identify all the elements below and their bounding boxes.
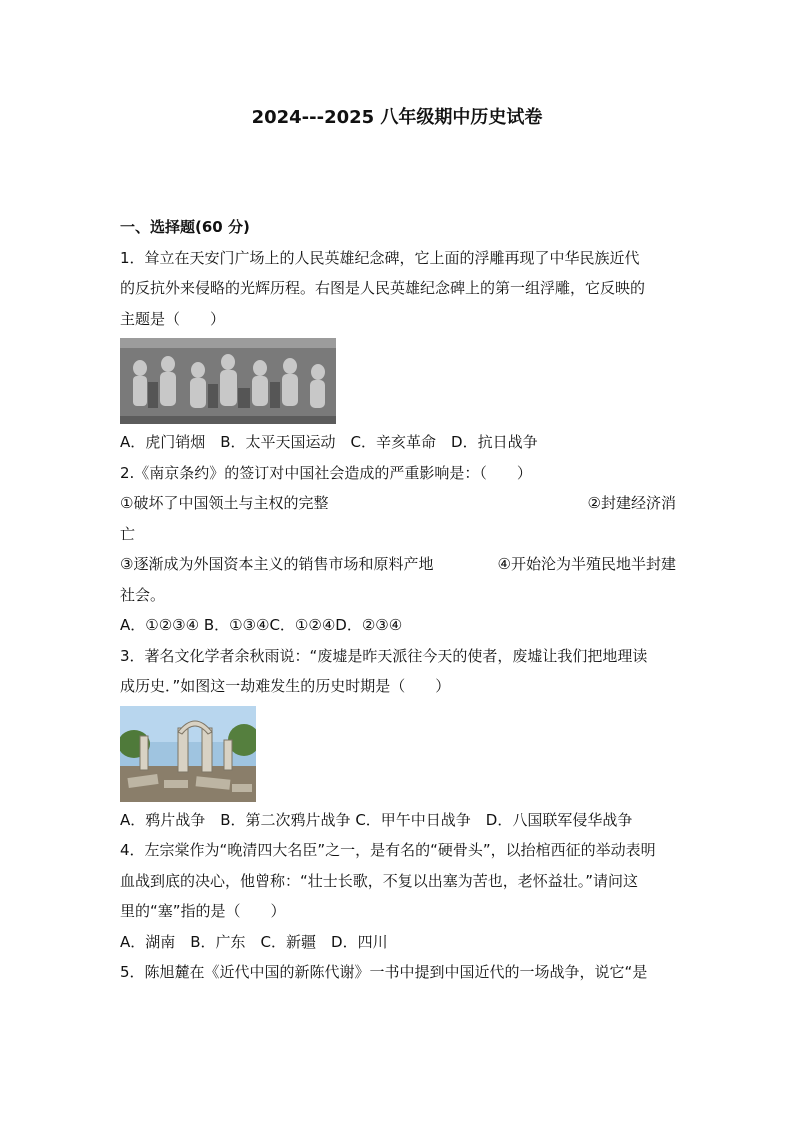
relief-sculpture-image xyxy=(120,338,336,424)
q2-row-2 xyxy=(120,549,676,580)
q3-line-2: 成历史．”如图这一劫难发生的历史时期是（ ） xyxy=(120,677,451,695)
q2-options: A．①②③④ B．①③④C．①②④D．②③④ xyxy=(120,616,403,634)
q2-item-2: ②封建经济消 xyxy=(587,494,676,512)
q2-stem: 2.《南京条约》的签订对中国社会造成的严重影响是：（ ） xyxy=(120,463,532,482)
q1-image-wrap xyxy=(120,334,676,427)
q1-line-3: 主题是（ ） xyxy=(120,309,226,328)
q3-image-wrap xyxy=(120,702,676,805)
q2-item-2-cont: 亡 xyxy=(120,524,136,543)
q1-line-2: 的反抗外来侵略的光辉历程。右图是人民英雄纪念碑上的第一组浮雕，它反映的 xyxy=(120,279,646,297)
q2-item-1: ①破坏了中国领土与主权的完整 xyxy=(120,494,329,512)
q3-options: A．鸦片战争 B．第二次鸦片战争 C．甲午中日战争 D．八国联军侵华战争 xyxy=(120,810,633,829)
q1-line-1: 1．耸立在天安门广场上的人民英雄纪念碑，它上面的浮雕再现了中华民族近代 xyxy=(120,248,640,267)
q4-line-1: 4．左宗棠作为“晚清四大名臣”之一，是有名的“硬骨头”，以抬棺西征的举动表明 xyxy=(120,841,656,859)
q3-line-1: 3．著名文化学者余秋雨说：“废墟是昨天派往今天的使者，废墟让我们把地理读 xyxy=(120,646,648,665)
q1-options: A．虎门销烟 B．太平天国运动 C．辛亥革命 D．抗日战争 xyxy=(120,433,538,451)
q2-row-1 xyxy=(120,488,676,519)
q2-item-3: ③逐渐成为外国资本主义的销售市场和原料产地 xyxy=(120,555,434,573)
q5-line-1: 5．陈旭麓在《近代中国的新陈代谢》一书中提到中国近代的一场战争，说它“是 xyxy=(120,963,648,981)
q2-item-4-cont: 社会。 xyxy=(120,585,166,604)
ruins-photo-image xyxy=(120,706,256,802)
q4-line-3: 里的“塞”指的是（ ） xyxy=(120,902,286,920)
q4-line-2: 血战到底的决心，他曾称：“壮士长歌，不复以出塞为苦也，老怀益壮。”请问这 xyxy=(120,871,639,890)
section-heading: 一、选择题(60 分) xyxy=(120,218,250,236)
exam-content xyxy=(120,212,676,988)
q4-options: A．湖南 B．广东 C．新疆 D．四川 xyxy=(120,932,388,951)
q2-item-4: ④开始沦为半殖民地半封建 xyxy=(497,555,676,573)
page-title: 2024---2025 八年级期中历史试卷 xyxy=(251,107,543,128)
